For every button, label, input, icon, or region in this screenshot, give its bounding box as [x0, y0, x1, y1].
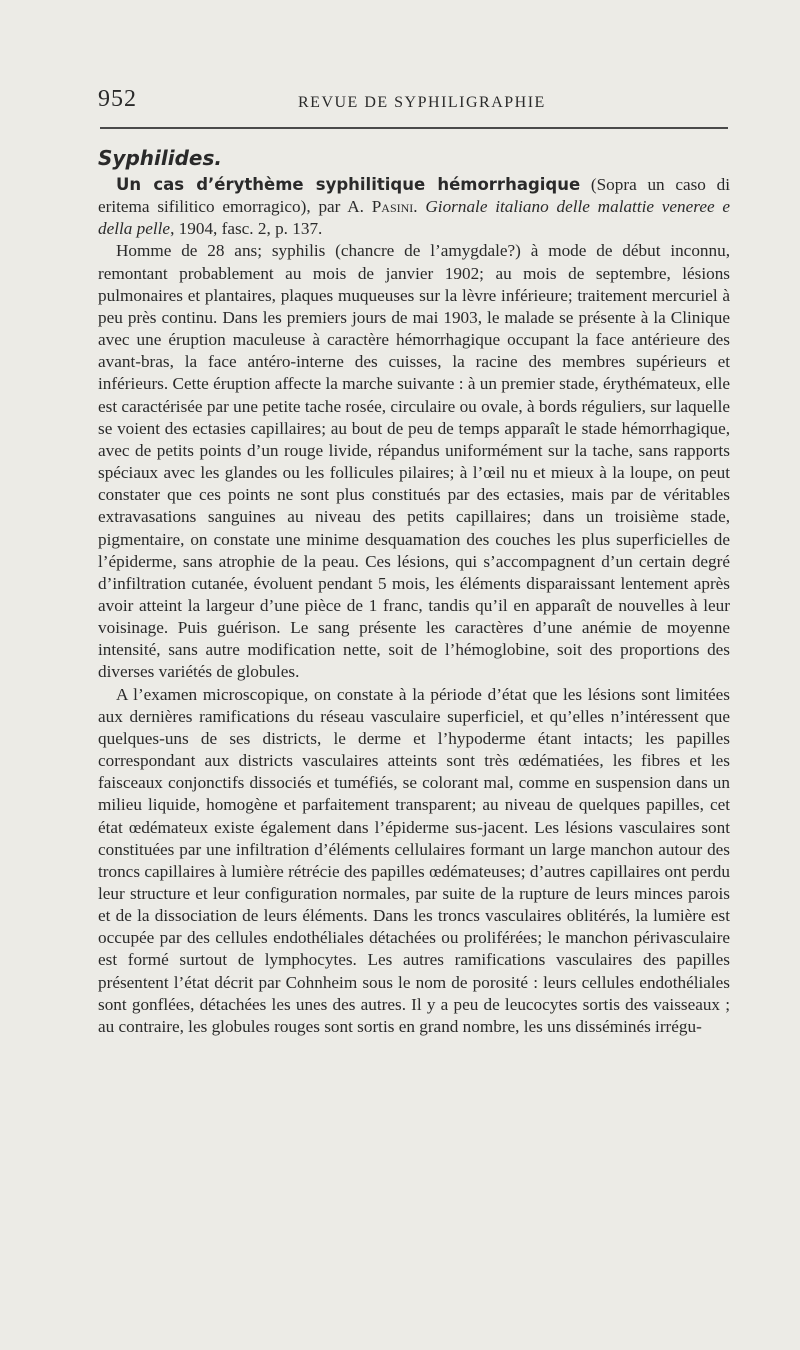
original-title: (Sopra un caso di eritema sifilitico emorragico), par A.	[98, 175, 730, 217]
author-name: Pasini	[371, 197, 414, 217]
citation: , 1904, fasc. 2, p. 137.	[170, 219, 323, 239]
article-title: Un cas d’érythème syphilitique hémorrhagique	[116, 175, 581, 194]
running-title: REVUE DE SYPHILIGRAPHIE	[298, 94, 546, 111]
article-body	[98, 174, 730, 1038]
page-number: 952	[98, 86, 137, 112]
body-paragraph-clinical: Homme de 28 ans; syphilis (chancre de l’amygdale?) à mode de début inconnu, remontant probablement au mois de janvier 1902; au mois de septembre, lésions pulmonaires et plantaires, plaques muqueuses sur la lèvre inférieure; traitement mercuriel à peu près continu. Dans les premiers jours de mai 1903, le malade se présente à la Clinique avec une éruption maculeuse à caractère hémorrhagique occupant la face antérieure des avant-bras, la face antéro-interne des cuisses, la racine des membres supérieurs et inférieurs. Cette éruption affecte la marche suivante : à un premier stade, érythémateux, elle est caractérisée par une petite tache rosée, circulaire ou ovale, à bords réguliers, sur laquelle se voient des ectasies capillaires; au bout de peu de temps apparaît le stade hémorrhagique, avec de petits points d’un rouge livide, répandus uniformément sur la tache, sans rapports spéciaux avec les glandes ou les follicules pilaires; à l’œil nu et mieux à la loupe, on peut constater que ces points ne sont plus constitués par des ectasies, mais par de véritables extravasations sanguines au niveau des petits capillaires; dans un troisième stade, pigmentaire, on constate une minime desquamation des couches les plus superficielles de l’épiderme, sans atrophie de la peau. Ces lésions, qui s’accompagnent d’un certain degré d’infiltration cutanée, évoluent pendant 5 mois, les éléments disparaissant lentement après avoir atteint la largeur d’une pièce de 1 franc, tandis qu’il en apparaît de nouvelles à leur voisinage. Puis guérison. Le sang présente les caractères d’une anémie de moyenne intensité, sans autre modification nette, soit de l’hémoglobine, soit des proportions des diverses variétés de globules.	[98, 241, 730, 682]
section-heading: Syphilides.	[98, 146, 222, 170]
author-suffix: .	[413, 197, 426, 217]
article-title-paragraph	[98, 174, 730, 240]
body-paragraph-microscopic: A l’examen microscopique, on constate à la période d’état que les lésions sont limitées aux dernières ramifications du réseau vasculaire superficiel, et qu’elles n’intéressent que quelques-uns de ses districts, le derme et l’hypoderme étant intacts; les papilles correspondant aux districts vasculaires atteints sont très œdématiées, les fibres et les faisceaux conjonctifs dissociés et tuméfiés, se colorant mal, comme en suspension dans un milieu liquide, homogène et parfaitement transparent; au niveau de quelques papilles, cet état œdémateux existe également dans l’épiderme sus-jacent. Les lésions vasculaires sont constituées par une infiltration d’éléments cellulaires formant un large manchon autour des troncs capillaires à lumière rétrécie des papilles œdémateuses; d’autres capillaires ont perdu leur structure et leur configuration normales, par suite de la rupture de leurs minces parois et de la dissociation de leurs éléments. Dans les troncs vasculaires oblitérés, la lumière est occupée par des cellules endothéliales détachées ou proliférées; le manchon périvasculaire est formé surtout de lymphocytes. Les autres ramifications vasculaires des papilles présentent l’état décrit par Cohnheim sous le nom de porosité : leurs cellules endothéliales sont gonflées, détachées les unes des autres. Il y a peu de leucocytes sortis des vaisseaux ; au contraire, les globules rouges sont sortis en grand nombre, les uns disséminés irrégu-	[98, 684, 730, 1036]
journal-name: Giornale italiano delle malattie veneree e della pelle	[98, 197, 731, 239]
header-rule	[100, 127, 728, 129]
running-header	[98, 86, 730, 120]
